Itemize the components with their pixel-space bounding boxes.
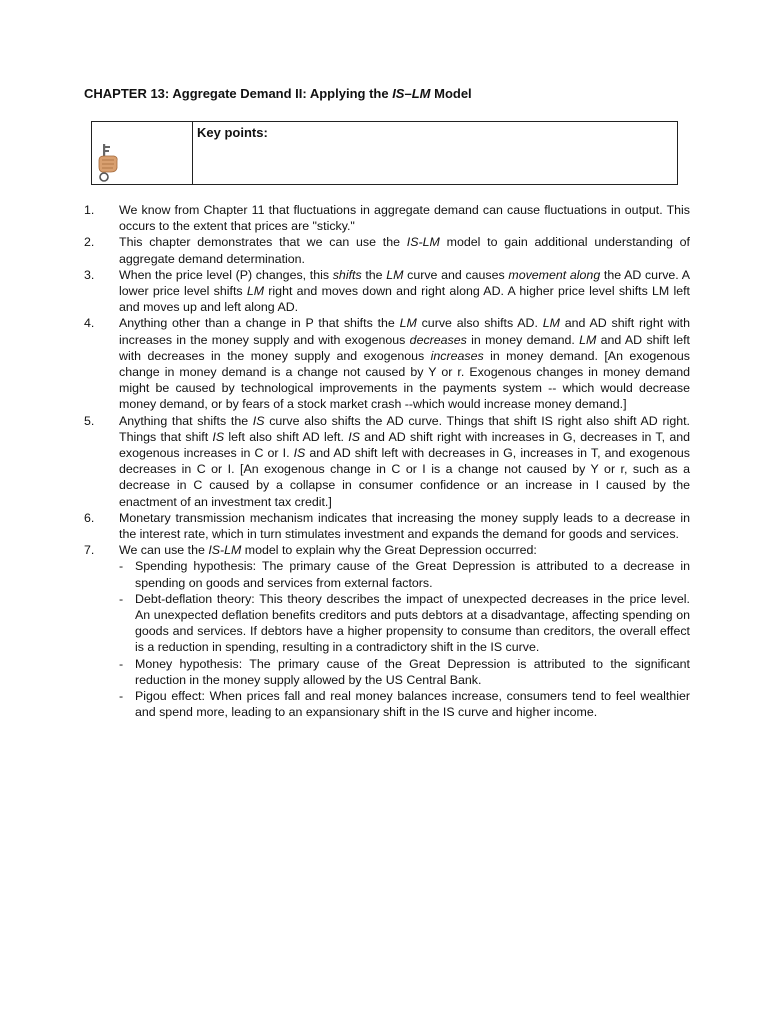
text-run: and AD shift left with decreases in G, increases in T, and exogenous decreases in C or I. [An exogenous change in C or I is a change not caused by Y or r, such as a decrease in C caused by a collapse in consumer confidence or an increase in I caused by the enactment of an investment tax credit.] (119, 446, 690, 509)
text-run: right and moves down and right along AD. A higher price level shifts LM left and moves up and left along AD. (119, 284, 691, 315)
text-run: in money demand. (466, 332, 580, 347)
text-run: in money demand. [An exogenous change in money demand is a change not caused by Y or r. Exogenous changes in money demand might be caused by technological improvements in the payments system -- which would decrease money demand, or by fears of a stock market crash --which would increase money demand.] (119, 348, 690, 412)
sub-list-text: Pigou effect: When prices fall and real money balances increase, consumers tend to feel wealthier and spend more, leading to an expansionary shift in the IS curve and higher income. (135, 689, 690, 720)
italic-term: IS-LM (208, 543, 242, 558)
italic-term: LM (246, 284, 265, 299)
sub-list-item (119, 591, 690, 656)
text-run: the (361, 267, 387, 282)
sub-list-item (119, 688, 690, 720)
list-item-text (119, 413, 690, 510)
text-run: the AD curve. A lower price level shifts (119, 267, 690, 299)
list-item-text (119, 267, 690, 316)
list-item-number: 3. (84, 267, 95, 282)
text-run: When the price level (P) changes, this (119, 267, 333, 282)
text-run: We can use the (119, 543, 209, 558)
italic-term: shifts (332, 267, 362, 282)
italic-term: IS (252, 413, 265, 428)
list-item-number: 4. (84, 316, 95, 331)
chapter-title (84, 86, 472, 101)
title-is: IS (392, 86, 405, 101)
list-item (84, 510, 690, 542)
key-points-list (84, 202, 690, 721)
italic-term: IS-LM (406, 235, 440, 250)
sub-list-item (119, 656, 690, 688)
italic-term: IS (293, 446, 306, 461)
text-run: curve and causes (403, 267, 509, 282)
italic-term: movement along (508, 267, 601, 282)
text-run: Monetary transmission mechanism indicates that increasing the money supply leads to a decrease in the interest rate, which in turn stimulates investment and expands the demand for goods and services. (119, 510, 690, 542)
list-item-text (119, 542, 690, 720)
italic-term: IS (212, 429, 225, 444)
text-run: and AD shift right with increases in the money supply and with exogenous (119, 316, 690, 347)
list-item-number: 6. (84, 510, 95, 525)
key-in-hand-icon (96, 140, 120, 184)
italic-term: LM (399, 316, 417, 331)
list-item-number: 2. (84, 235, 95, 250)
text-run: Anything other than a change in P that shifts the (119, 316, 400, 331)
sub-list-dash: - (119, 559, 124, 574)
list-item (84, 542, 690, 720)
text-run: and AD shift right with increases in G, decreases in T, and exogenous increases in C or I. (119, 429, 690, 461)
italic-term: LM (579, 332, 597, 347)
title-dash: – (404, 86, 412, 101)
list-item (84, 315, 690, 412)
sub-list (119, 558, 690, 720)
title-prefix: CHAPTER 13: Aggregate Demand II: Applying the (84, 86, 393, 101)
title-lm: LM (411, 86, 431, 101)
text-run: and AD shift left with decreases in the money supply and exogenous (119, 332, 690, 363)
list-item-number: 7. (84, 543, 95, 558)
title-suffix: Model (430, 86, 472, 101)
list-item-number: 1. (84, 203, 95, 217)
key-points-icon-cell (92, 122, 193, 184)
text-run: model to gain additional understanding of aggregate demand determination. (119, 235, 690, 266)
list-item (84, 413, 690, 510)
sub-list-dash: - (119, 591, 124, 606)
sub-list-text: Spending hypothesis: The primary cause of the Great Depression is attributed to a decrease in spending on goods and services from external factors. (135, 559, 690, 590)
text-run: Anything that shifts the (119, 413, 253, 428)
italic-term: IS (348, 429, 360, 444)
text-run: We know from Chapter 11 that fluctuations in aggregate demand can cause fluctuations in output. This occurs to the extent that prices are "sticky." (119, 203, 690, 234)
list-item-text (119, 510, 690, 542)
text-run: left also shift AD left. (224, 429, 349, 444)
key-points-label: Key points: (197, 125, 268, 140)
sub-list-dash: - (119, 689, 124, 704)
sub-list-dash: - (119, 656, 124, 671)
italic-term: LM (386, 267, 404, 282)
italic-term: increases (430, 348, 484, 363)
list-item-number: 5. (84, 413, 95, 428)
italic-term: LM (542, 316, 560, 331)
text-run: curve also shifts AD. (416, 316, 543, 331)
sub-list-text: Debt-deflation theory: This theory describes the impact of unexpected decreases in the price level. An unexpected deflation benefits creditors and puts debtors at a disadvantage, affecting spending on goods and services. If debtors have a higher propensity to consume than creditors, the overall effect is a reduction in spending, resulting in a contradictory shift in the IS curve. (135, 591, 690, 655)
list-item (84, 267, 690, 316)
text-run: curve also shifts the AD curve. Things that shift IS right also shift AD right. Things that shift (119, 413, 690, 444)
list-item-text (119, 234, 690, 266)
italic-term: decreases (409, 332, 467, 347)
list-item-text (119, 202, 690, 234)
sub-list-item (119, 558, 690, 590)
list-item (84, 234, 690, 266)
list-item-text (119, 315, 690, 412)
list-item (84, 202, 690, 234)
text-run: model to explain why the Great Depression occurred: (241, 543, 537, 558)
text-run: This chapter demonstrates that we can use the (119, 235, 407, 250)
key-points-box (91, 121, 678, 185)
sub-list-text: Money hypothesis: The primary cause of the Great Depression is attributed to the significant reduction in the money supply allowed by the US Central Bank. (135, 656, 690, 687)
